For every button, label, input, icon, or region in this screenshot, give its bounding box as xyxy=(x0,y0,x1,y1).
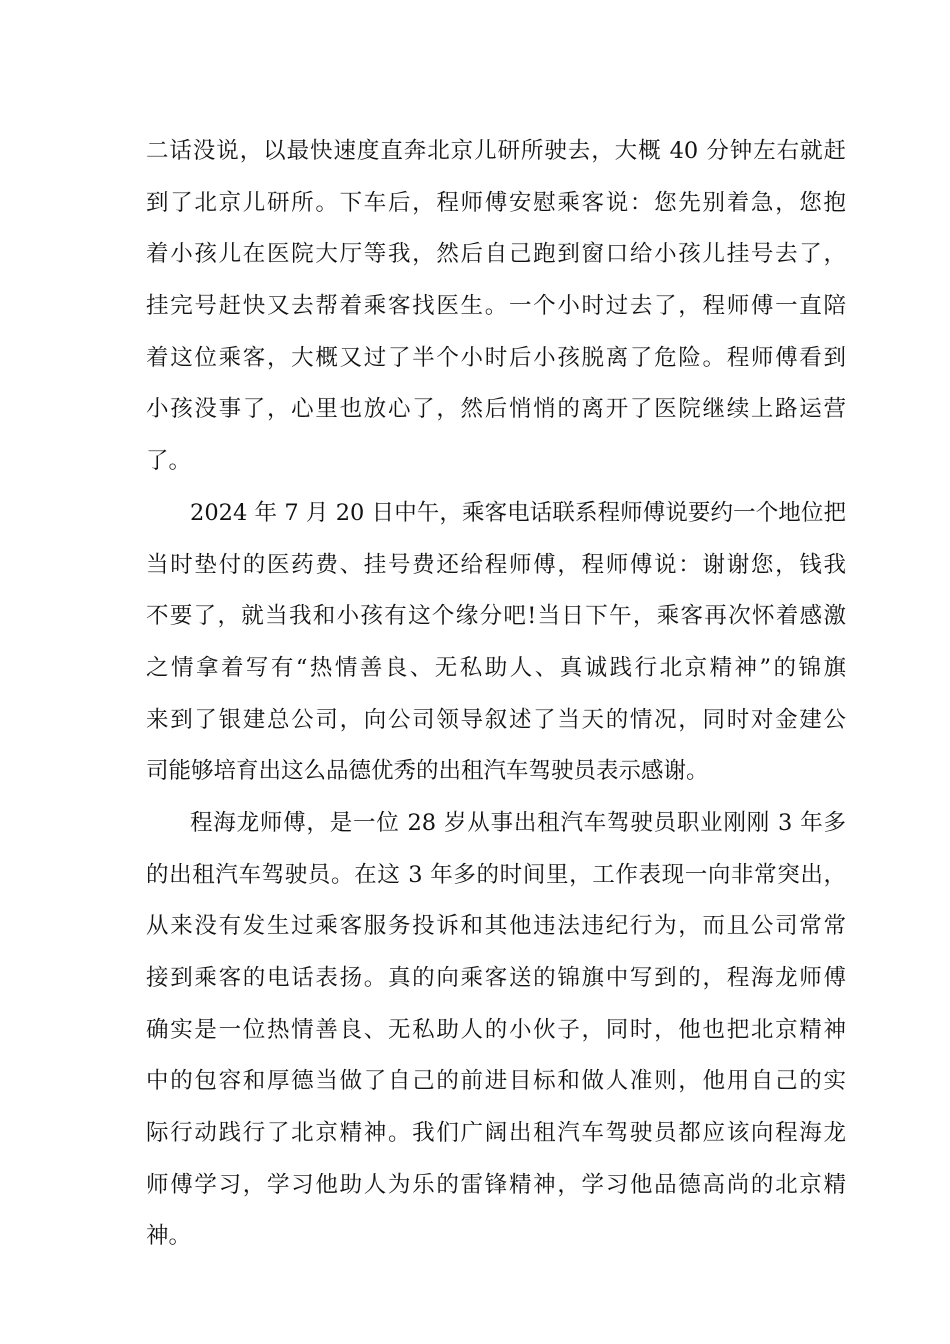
paragraph-1 xyxy=(146,129,846,491)
text-line: 来到了银建总公司，向公司领导叙述了当天的情况，同时对金建公 xyxy=(146,706,846,733)
text-line: 小孩没事了，心里也放心了，然后悄悄的离开了医院继续上路运营 xyxy=(146,396,846,423)
text-line: 司能够培育出这么品德优秀的出租汽车驾驶员表示感谢。 xyxy=(146,758,709,785)
text-line: 2024 年 7 月 20 日中午，乘客电话联系程师傅说要约一个地位把 xyxy=(190,499,846,526)
text-line: 二话没说，以最快速度直奔北京儿研所驶去，大概 40 分钟左右就赶 xyxy=(146,138,846,164)
paragraph-3 xyxy=(146,801,846,1266)
text-line: 了。 xyxy=(146,448,192,475)
text-line: 着这位乘客，大概又过了半个小时后小孩脱离了危险。程师傅看到 xyxy=(146,344,846,371)
text-line: 从来没有发生过乘客服务投诉和其他违法违纪行为，而且公司常常 xyxy=(146,913,846,940)
text-line: 师傅学习，学习他助人为乐的雷锋精神，学习他品德高尚的北京精 xyxy=(146,1171,846,1198)
text-line: 际行动践行了北京精神。我们广阔出租汽车驾驶员都应该向程海龙 xyxy=(146,1120,846,1147)
paragraph-2 xyxy=(146,491,846,801)
text-line: 着小孩儿在医院大厅等我，然后自己跑到窗口给小孩儿挂号去了， xyxy=(146,241,846,268)
text-line: 中的包容和厚德当做了自己的前进目标和做人准则，他用自己的实 xyxy=(146,1068,846,1095)
text-line: 挂完号赶快又去帮着乘客找医生。一个小时过去了，程师傅一直陪 xyxy=(146,293,846,320)
text-line: 神。 xyxy=(146,1223,192,1250)
text-line: 当时垫付的医药费、挂号费还给程师傅，程师傅说：谢谢您，钱我 xyxy=(146,551,846,578)
text-line: 到了北京儿研所。下车后，程师傅安慰乘客说：您先别着急，您抱 xyxy=(146,189,846,216)
text-line: 不要了，就当我和小孩有这个缘分吧!当日下午，乘客再次怀着感激 xyxy=(146,603,846,630)
text-line: 程海龙师傅，是一位 28 岁从事出租汽车驾驶员职业刚刚 3 年多 xyxy=(190,809,846,836)
document-body xyxy=(146,129,846,1266)
text-line: 接到乘客的电话表扬。真的向乘客送的锦旗中写到的，程海龙师傅 xyxy=(146,965,846,991)
text-line: 的出租汽车驾驶员。在这 3 年多的时间里，工作表现一向非常突出， xyxy=(146,861,846,888)
text-line: 确实是一位热情善良、无私助人的小伙子，同时，他也把北京精神 xyxy=(146,1016,846,1043)
text-line: 之情拿着写有“热情善良、无私助人、真诚践行北京精神”的锦旗 xyxy=(146,654,846,681)
